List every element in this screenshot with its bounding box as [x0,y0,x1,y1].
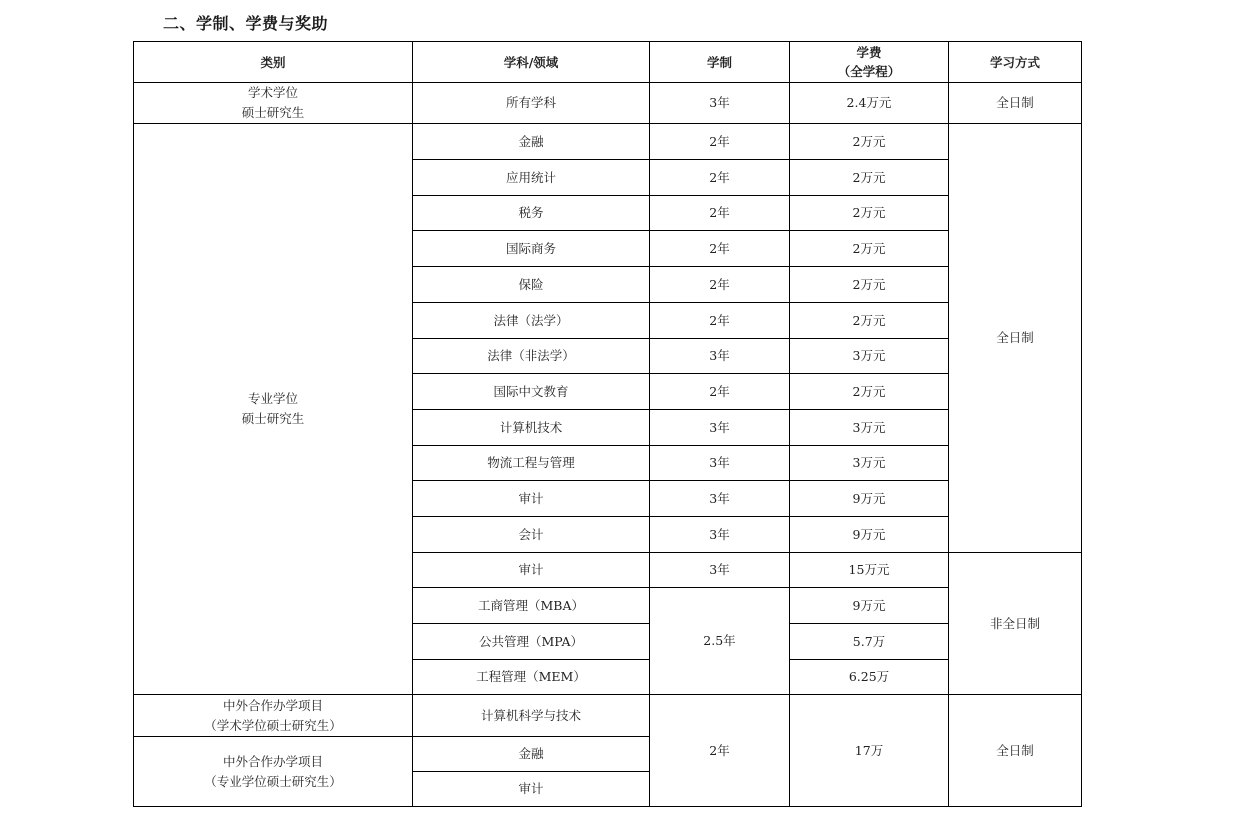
fee-cell: 2万元 [790,374,949,410]
header-duration: 学制 [650,42,790,83]
field-cell: 审计 [413,553,650,588]
duration-cell: 2年 [650,160,790,196]
fee-cell: 9万元 [790,517,949,553]
tuition-table [133,41,1082,807]
header-mode: 学习方式 [949,42,1082,83]
joint-academic-category-cell [134,695,413,737]
academic-category-cell [134,83,413,124]
joint-professional-line1: 中外合作办学项目 [222,753,323,769]
joint-professional-line2: （专业学位硕士研究生） [204,773,342,789]
professional-category-line2: 硕士研究生 [241,411,305,426]
duration-cell: 3年 [650,481,790,517]
field-cell: 国际商务 [413,231,650,267]
joint-academic-line1: 中外合作办学项目 [222,697,323,713]
joint-mode: 全日制 [949,695,1082,807]
field-cell: 国际中文教育 [413,374,650,410]
professional-fulltime-mode: 全日制 [949,124,1082,553]
professional-parttime-mode: 非全日制 [949,553,1082,695]
duration-cell: 3年 [650,553,790,588]
table-row [134,695,1082,737]
duration-cell: 2年 [650,267,790,303]
fee-cell: 5.7万 [790,624,949,660]
academic-fee: 2.4万元 [790,83,949,124]
duration-cell: 2年 [650,124,790,160]
fee-cell: 3万元 [790,410,949,446]
fee-cell: 9万元 [790,588,949,624]
field-cell: 审计 [413,772,650,807]
joint-fee: 17万 [790,695,949,807]
parttime-shared-duration: 2.5年 [650,588,790,695]
duration-cell: 3年 [650,517,790,553]
table-row [134,124,1082,160]
duration-cell: 3年 [650,339,790,374]
header-fee [790,42,949,83]
fee-cell: 2万元 [790,196,949,231]
duration-cell: 2年 [650,374,790,410]
fee-cell: 2万元 [790,303,949,339]
field-cell: 金融 [413,737,650,772]
header-fee-line2: （全学程） [837,64,901,79]
joint-professional-category-cell [134,737,413,807]
joint-duration: 2年 [650,695,790,807]
table-header-row [134,42,1082,83]
duration-cell: 2年 [650,196,790,231]
table-row-academic [134,83,1082,124]
field-cell: 审计 [413,481,650,517]
field-cell: 金融 [413,124,650,160]
field-cell: 应用统计 [413,160,650,196]
field-cell: 会计 [413,517,650,553]
field-cell: 工商管理（MBA） [413,588,650,624]
academic-field: 所有学科 [413,83,650,124]
fee-cell: 2万元 [790,160,949,196]
duration-cell: 3年 [650,410,790,446]
professional-category-line1: 专业学位 [247,391,298,406]
field-cell: 物流工程与管理 [413,446,650,481]
header-field: 学科/领域 [413,42,650,83]
field-cell: 保险 [413,267,650,303]
fee-cell: 3万元 [790,446,949,481]
section-heading: 二、学制、学费与奖助 [163,14,329,33]
fee-cell: 15万元 [790,553,949,588]
fee-cell: 6.25万 [790,660,949,695]
fee-cell: 2万元 [790,231,949,267]
field-cell: 计算机科学与技术 [413,695,650,737]
field-cell: 工程管理（MEM） [413,660,650,695]
joint-academic-line2: （学术学位硕士研究生） [204,717,342,733]
duration-cell: 2年 [650,231,790,267]
academic-category-line1: 学术学位 [247,85,298,100]
header-fee-line1: 学费 [856,45,882,60]
field-cell: 法律（非法学） [413,339,650,374]
field-cell: 公共管理（MPA） [413,624,650,660]
header-category: 类别 [134,42,413,83]
professional-category-cell [134,124,413,695]
fee-cell: 2万元 [790,124,949,160]
field-cell: 法律（法学） [413,303,650,339]
academic-category-line2: 硕士研究生 [241,105,305,120]
academic-mode: 全日制 [949,83,1082,124]
duration-cell: 3年 [650,446,790,481]
duration-cell: 2年 [650,303,790,339]
academic-duration: 3年 [650,83,790,124]
field-cell: 税务 [413,196,650,231]
field-cell: 计算机技术 [413,410,650,446]
fee-cell: 9万元 [790,481,949,517]
fee-cell: 2万元 [790,267,949,303]
fee-cell: 3万元 [790,339,949,374]
